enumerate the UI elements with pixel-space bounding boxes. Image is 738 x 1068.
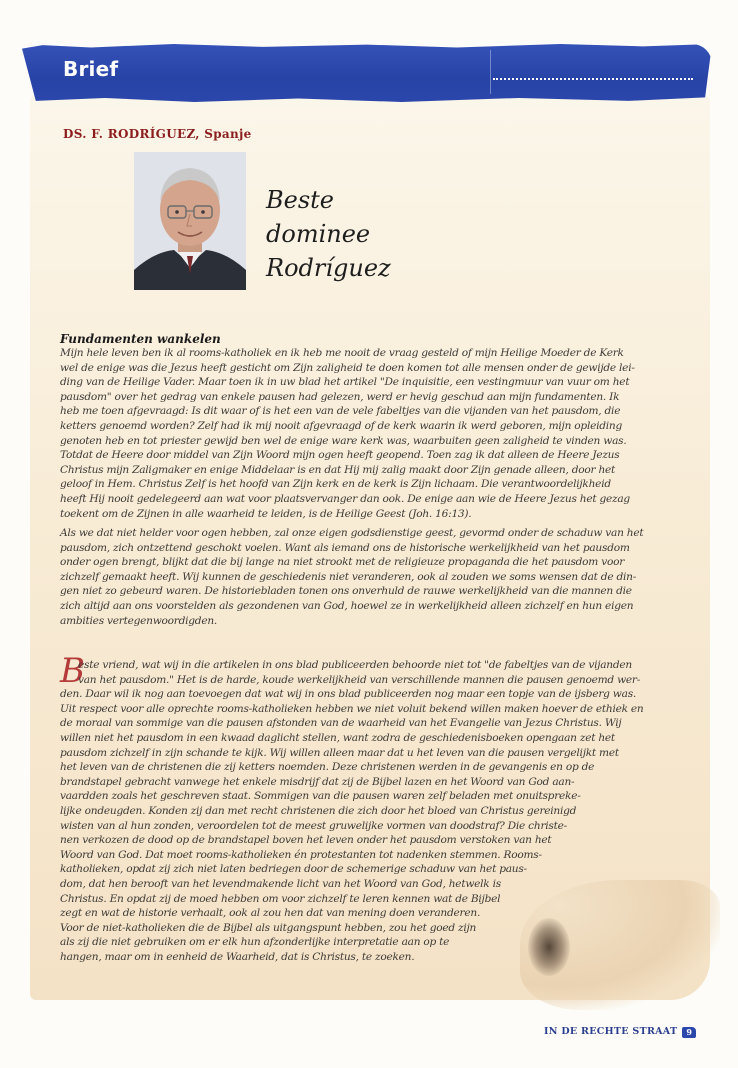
text-line: Christus. En opdat zij de moed hebben om voor zichzelf te leren kennen wat de Bijbel xyxy=(60,892,501,905)
text-line: nen verkozen de dood op de brandstapel boven het leven onder het pausdom verstoken van het xyxy=(60,834,552,847)
text-line: ketters genoemd worden? Zelf had ik mij nooit afgevraagd of de kerk waarin ik werd geboren, mijn opleiding xyxy=(60,419,623,432)
text-line: gen niet zo gebeurd waren. De historiebladen tonen ons onverhuld de rauwe werkelijkheid van die mannen die xyxy=(60,585,632,598)
letter-heading: Fundamenten wankelen xyxy=(60,332,221,346)
text-line: genoten heb en tot priester gewijd ben wel de enige ware kerk was, waarbuiten geen zaligheid te vinden was. xyxy=(60,434,627,447)
text-line: lijke ondeugden. Konden zij dan met recht christenen die zich door het bloed van Christus gereinigd xyxy=(60,804,577,817)
reply-dropcap: B xyxy=(60,651,85,691)
author-byline: DS. F. RODRÍGUEZ, Spanje xyxy=(63,127,252,141)
text-line: pausdom" over het gedrag van enkele pausen had gelezen, werd er hevig geschud aan mijn fundamenten. Ik xyxy=(60,390,620,403)
text-line: Uit respect voor alle oprechte rooms-katholieken hebben we niet voluit bekend willen maken hoever de ethiek en xyxy=(60,702,644,715)
greeting-line: Beste xyxy=(266,186,335,214)
text-line: brandstapel gebracht vanwege het enkele misdrijf dat zij de Bijbel lazen en het Woord van God aan- xyxy=(60,775,575,788)
text-line: Mijn hele leven ben ik al rooms-katholiek en ik heb me nooit de vraag gesteld of mijn Heilige Moeder de Kerk xyxy=(60,347,624,359)
text-line: wel de enige was die Jezus heeft gesticht om Zijn zaligheid te doen komen tot alle mensen onder de gewijde lei- xyxy=(60,361,635,374)
text-line: onder ogen brengt, blijkt dat die bij lange na niet strookt met de religieuze propaganda die het pausdom voor xyxy=(60,556,625,569)
text-line: als zij die niet gebruiken om er elk hun afzonderlijke interpretatie aan op te xyxy=(60,936,450,949)
text-line: ding van de Heilige Vader. Maar toen ik in uw blad het artikel "De inquisitie, een vestingmuur van vuur om het xyxy=(60,376,630,389)
text-line: toekent om de Zijnen in alle waarheid te leiden, is de Heilige Geest (Joh. 16:13). xyxy=(60,507,472,520)
text-line: Totdat de Heere door middel van Zijn Woord mijn ogen heeft geopend. Toen zag ik dat alleen de Heere Jezus xyxy=(60,449,620,462)
text-line: katholieken, opdat zij zich niet laten bedriegen door de schemerige schaduw van het paus- xyxy=(60,863,527,876)
text-line: zegt en wat de historie verhaalt, ook al zou hen dat van mening doen veranderen. xyxy=(60,907,481,920)
text-line: vaardden zoals het geschreven staat. Sommigen van die pausen waren zelf beladen met onuitspreke- xyxy=(60,790,581,803)
reply-paragraph xyxy=(60,658,685,964)
text-line: de moraal van sommige van die pausen afstonden van de waarheid van het Evangelie van Jezus Christus. Wij xyxy=(60,717,622,730)
page-footer xyxy=(544,1026,696,1038)
text-line: zichzelf gemaakt heeft. Wij kunnen de geschiedenis niet veranderen, ook al zouden we soms wensen dat de din- xyxy=(60,570,637,583)
text-line: pausdom, zich ontzettend geschokt voelen. Want als iemand ons de historische werkelijkheid van het pausdom xyxy=(60,541,630,554)
text-line: van het pausdom." Het is de harde, koude werkelijkheid van verschillende mannen die pausen genoemd wer- xyxy=(78,673,641,686)
text-line: Voor de niet-katholieken die de Bijbel als uitgangspunt hebben, zou het goed zijn xyxy=(60,921,477,934)
banner-divider xyxy=(490,50,491,94)
greeting-line: dominee xyxy=(266,220,371,248)
text-line: este vriend, wat wij in die artikelen in ons blad publiceerden behoorde niet tot "de fabeltjes van de vijanden xyxy=(78,659,633,671)
section-title: Brief xyxy=(63,57,119,81)
text-line: pausdom zichzelf in zijn schande te kijk. Wij willen alleen maar dat u het leven van die pausen vergelijkt met xyxy=(60,746,619,759)
banner-dotted-rule xyxy=(493,78,693,80)
letter-paragraph-2 xyxy=(60,526,685,628)
text-line: den. Daar wil ik nog aan toevoegen dat wat wij in ons blad publiceerden nog maar een topje van de ijsberg was. xyxy=(60,688,636,701)
letter-greeting xyxy=(266,183,391,285)
magazine-name: IN DE RECHTE STRAAT xyxy=(544,1026,678,1037)
text-line: ambities vertegenwoordigden. xyxy=(60,614,218,627)
section-banner xyxy=(22,44,712,102)
text-line: wisten van al hun zonden, veroordelen tot de meest gruwelijke vormen van doodstraf? Die christe- xyxy=(60,819,567,832)
portrait-illustration xyxy=(134,152,246,290)
text-line: Woord van God. Dat moet rooms-katholieken én protestanten tot nadenken stemmen. Rooms- xyxy=(60,848,542,861)
page-number: 9 xyxy=(682,1027,696,1038)
text-line: geloof in Hem. Christus Zelf is het hoofd van Zijn kerk en de kerk is Zijn lichaam. Die verantwoordelijkheid xyxy=(60,478,611,491)
letter-paragraph-1 xyxy=(60,346,685,521)
text-line: willen niet het pausdom in een kwaad daglicht stellen, want zodra de geschiedenisboeken opengaan zet het xyxy=(60,731,615,744)
text-line: het leven van de christenen die zij ketters noemden. Deze christenen werden in de gevangenis en op de xyxy=(60,761,595,774)
text-line: hangen, maar om in eenheid de Waarheid, dat is Christus, te zoeken. xyxy=(60,950,415,963)
author-photo xyxy=(134,152,246,290)
text-line: heeft Hij nooit gedelegeerd aan wat voor plaatsvervanger dan ook. De enige aan wie de Heere Jezus het gezag xyxy=(60,492,630,505)
text-line: dom, dat hen berooft van het levendmakende licht van het Woord van God, hetwelk is xyxy=(60,877,501,890)
greeting-line: Rodríguez xyxy=(266,254,391,282)
text-line: Christus mijn Zaligmaker en enige Middelaar is en dat Hij mij zalig maakt door Zijn genade alleen, door het xyxy=(60,463,616,476)
text-line: Als we dat niet helder voor ogen hebben, zal onze eigen godsdienstige geest, gevormd onder de schaduw van het xyxy=(60,527,644,539)
text-line: heb me toen afgevraagd: Is dit waar of is het een van de vele fabeltjes van die vijanden van het pausdom, die xyxy=(60,405,621,418)
text-line: zich altijd aan ons voorstelden als gezondenen van God, hoewel ze in werkelijkheid alleen zichzelf en hun eigen xyxy=(60,599,634,612)
